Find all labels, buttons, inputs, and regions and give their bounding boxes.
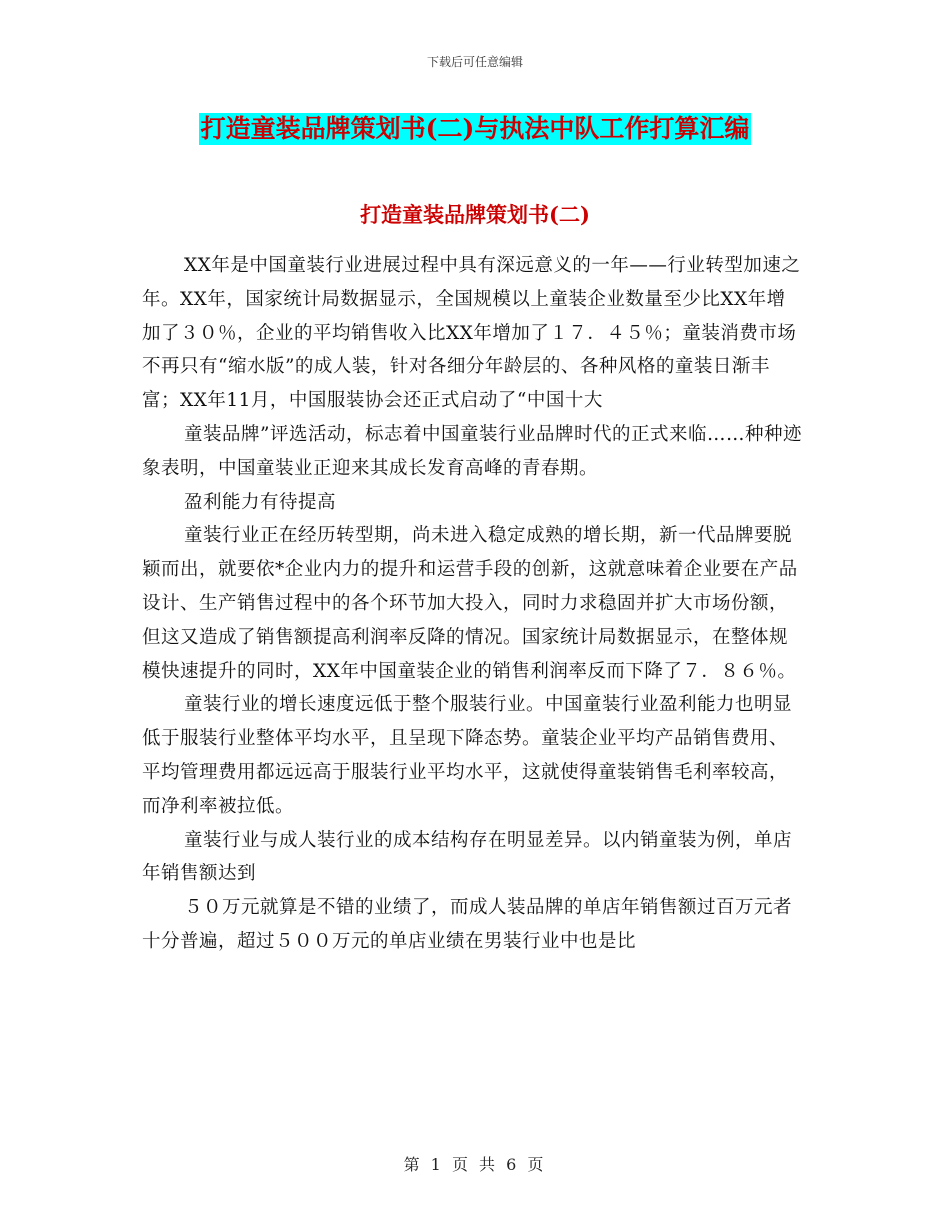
paragraph-industry-overview: XX年是中国童装行业进展过程中具有深远意义的一年——行业转型加速之年。XX年，国家统计局数据显示，全国规模以上童装企业数量至少比XX年增加了３０％，企业的平均销售收入比XX年增加了１７．４５％；童装消费市场不再只有“缩水版”的成人装，针对各细分年龄层的、各种风格的童装日渐丰富；XX年11月，中国服装协会还正式启动了“中国十大 — [142, 255, 801, 412]
paragraph-cost-structure: 童装行业与成人装行业的成本结构存在明显差异。以内销童装为例，单店年销售额达到 — [142, 829, 793, 885]
paragraph-store-sales: ５０万元就算是不错的业绩了，而成人装品牌的单店年销售额过百万元者十分普遍，超过５００万元的单店业绩在男装行业中也是比 — [142, 897, 793, 952]
document-main-title: 打造童装品牌策划书(二)与执法中队工作打算汇编 — [200, 114, 750, 143]
page-header-note: 下载后可任意编辑 — [426, 55, 523, 69]
paragraph-brand-era: 童装品牌”评选活动，标志着中国童装行业品牌时代的正式来临……种种迹象表明，中国童装业正迎来其成长发育高峰的青春期。 — [142, 423, 802, 479]
paragraph-transition-period: 童装行业正在经历转型期，尚未进入稳定成熟的增长期，新一代品牌要脱颖而出，就要依*企业内力的提升和运营手段的创新，这就意味着企业要在产品设计、生产销售过程中的各个环节加大投入，同时力求稳固并扩大市场份额，但这又造成了销售额提高利润率反降的情况。国家统计局数据显示，在整体规模快速提升的同时，XX年中国童装企业的销售利润率反而下降了７．８６％。 — [142, 525, 798, 682]
section-title: 打造童装品牌策划书(二) — [360, 202, 590, 227]
page-footer: 第 1 页 共 6 页 — [403, 1155, 547, 1174]
document-body — [142, 249, 802, 959]
paragraph-heading-profitability: 盈利能力有待提高 — [184, 491, 337, 513]
main-title-wrapper — [0, 113, 950, 145]
paragraph-growth-rate: 童装行业的增长速度远低于整个服装行业。中国童装行业盈利能力也明显低于服装行业整体平均水平，且呈现下降态势。童装企业平均产品销售费用、平均管理费用都远远高于服装行业平均水平，这就使得童装销售毛利率较高，而净利率被拉低。 — [142, 694, 793, 817]
